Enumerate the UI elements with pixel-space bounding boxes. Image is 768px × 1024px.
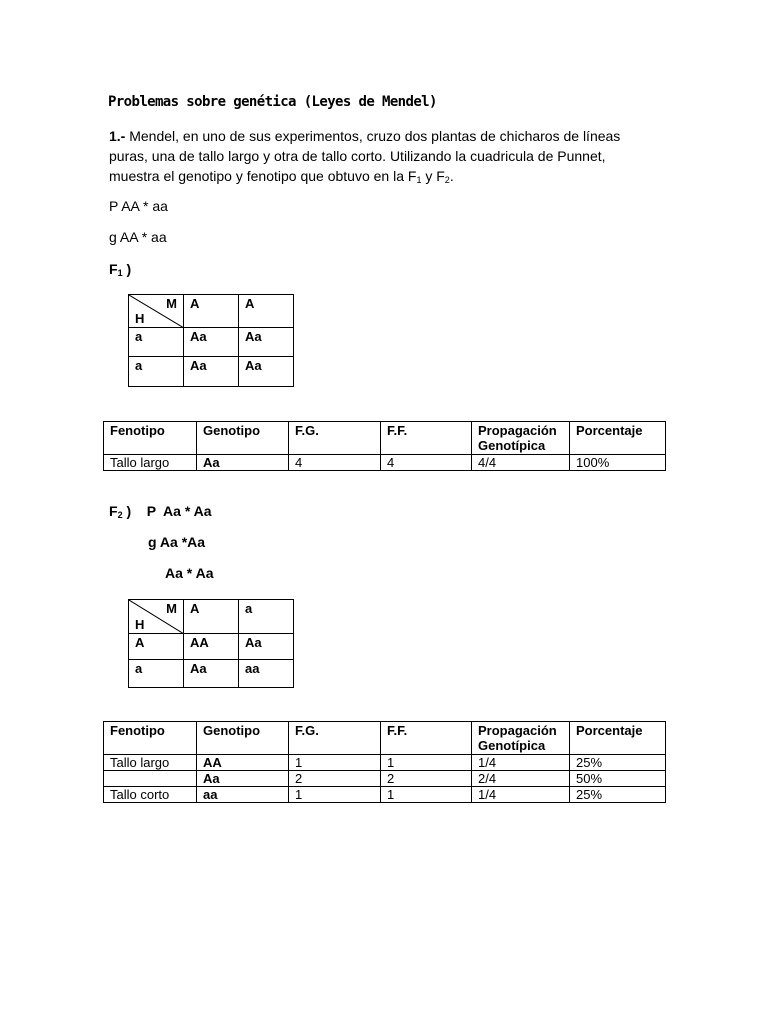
column-header: A — [184, 600, 239, 634]
punnett-cell: Aa — [239, 328, 294, 357]
table-cell: 1/4 — [472, 787, 570, 803]
f2-g-line: g Aa *Aa — [148, 534, 206, 550]
table-row — [104, 455, 666, 471]
punnett-cell: Aa — [184, 660, 239, 688]
header-propagacion: Propagación Genotípica — [472, 722, 570, 755]
f2-punnett-square — [128, 599, 294, 688]
corner-m-label: M — [166, 296, 177, 311]
table-cell: 4 — [289, 455, 381, 471]
problem-statement — [109, 126, 669, 186]
punnett-cell: AA — [184, 634, 239, 660]
column-header: A — [184, 295, 239, 328]
table-cell: aa — [197, 787, 289, 803]
table-cell: Tallo largo — [104, 455, 197, 471]
f1-p-line: P AA * aa — [109, 198, 168, 214]
table-cell: 2 — [381, 771, 472, 787]
header-ff: F.F. — [381, 422, 472, 455]
problem-text-line2: puras, una de tallo largo y otra de tallo corto. Utilizando la cuadricula de Punnet, — [109, 148, 606, 164]
header-propagacion: Propagación Genotípica — [472, 422, 570, 455]
table-cell: 1 — [381, 755, 472, 771]
header-fg: F.G. — [289, 722, 381, 755]
table-cell: Tallo largo — [104, 755, 197, 771]
problem-text-line1: Mendel, en uno de sus experimentos, cruzo dos plantas de chicharos de líneas — [129, 128, 621, 144]
table-cell: 1 — [289, 787, 381, 803]
table-cell: 50% — [570, 771, 666, 787]
header-genotipo: Genotipo — [197, 422, 289, 455]
punnett-cell: Aa — [184, 357, 239, 387]
table-cell: 25% — [570, 755, 666, 771]
table-cell: Tallo corto — [104, 787, 197, 803]
f1-g-line: g AA * aa — [109, 229, 167, 245]
punnett-cell: Aa — [239, 634, 294, 660]
header-porcentaje: Porcentaje — [570, 422, 666, 455]
header-fenotipo: Fenotipo — [104, 722, 197, 755]
f1-results-table — [103, 421, 666, 471]
punnett-cell: Aa — [184, 328, 239, 357]
table-cell: 2 — [289, 771, 381, 787]
header-fenotipo: Fenotipo — [104, 422, 197, 455]
table-cell: 4 — [381, 455, 472, 471]
table-row — [104, 787, 666, 803]
header-genotipo: Genotipo — [197, 722, 289, 755]
punnett-corner-cell — [129, 295, 184, 328]
corner-h-label: H — [135, 311, 145, 326]
table-cell — [104, 771, 197, 787]
table-row — [104, 771, 666, 787]
corner-m-label: M — [166, 601, 177, 616]
problem-text-line3: muestra el genotipo y fenotipo que obtuvo en la $F_1$ y $F_2$. — [109, 168, 454, 185]
table-cell: 1 — [381, 787, 472, 803]
row-header: a — [129, 328, 184, 357]
f1-punnett-square — [128, 294, 294, 387]
header-porcentaje: Porcentaje — [570, 722, 666, 755]
table-cell: AA — [197, 755, 289, 771]
punnett-cell: Aa — [239, 357, 294, 387]
f1-label: $F_1$ ) — [109, 261, 132, 278]
header-ff: F.F. — [381, 722, 472, 755]
f2-results-table — [103, 721, 666, 803]
table-cell: 4/4 — [472, 455, 570, 471]
table-cell: Aa — [197, 455, 289, 471]
punnett-cell: aa — [239, 660, 294, 688]
row-header: A — [129, 634, 184, 660]
table-row — [104, 755, 666, 771]
table-cell: 100% — [570, 455, 666, 471]
punnett-corner-cell — [129, 600, 184, 634]
row-header: a — [129, 660, 184, 688]
table-cell: Aa — [197, 771, 289, 787]
header-fg: F.G. — [289, 422, 381, 455]
table-cell: 1/4 — [472, 755, 570, 771]
table-cell: 25% — [570, 787, 666, 803]
table-cell: 2/4 — [472, 771, 570, 787]
row-header: a — [129, 357, 184, 387]
corner-h-label: H — [135, 617, 145, 632]
f2-label: $F_2$ ) P Aa * Aa — [109, 503, 212, 520]
column-header: a — [239, 600, 294, 634]
f2-third-line: Aa * Aa — [165, 565, 214, 581]
problem-number: 1.- — [109, 128, 126, 144]
page-title: Problemas sobre genética (Leyes de Mendel) — [108, 94, 437, 110]
table-cell: 1 — [289, 755, 381, 771]
column-header: A — [239, 295, 294, 328]
